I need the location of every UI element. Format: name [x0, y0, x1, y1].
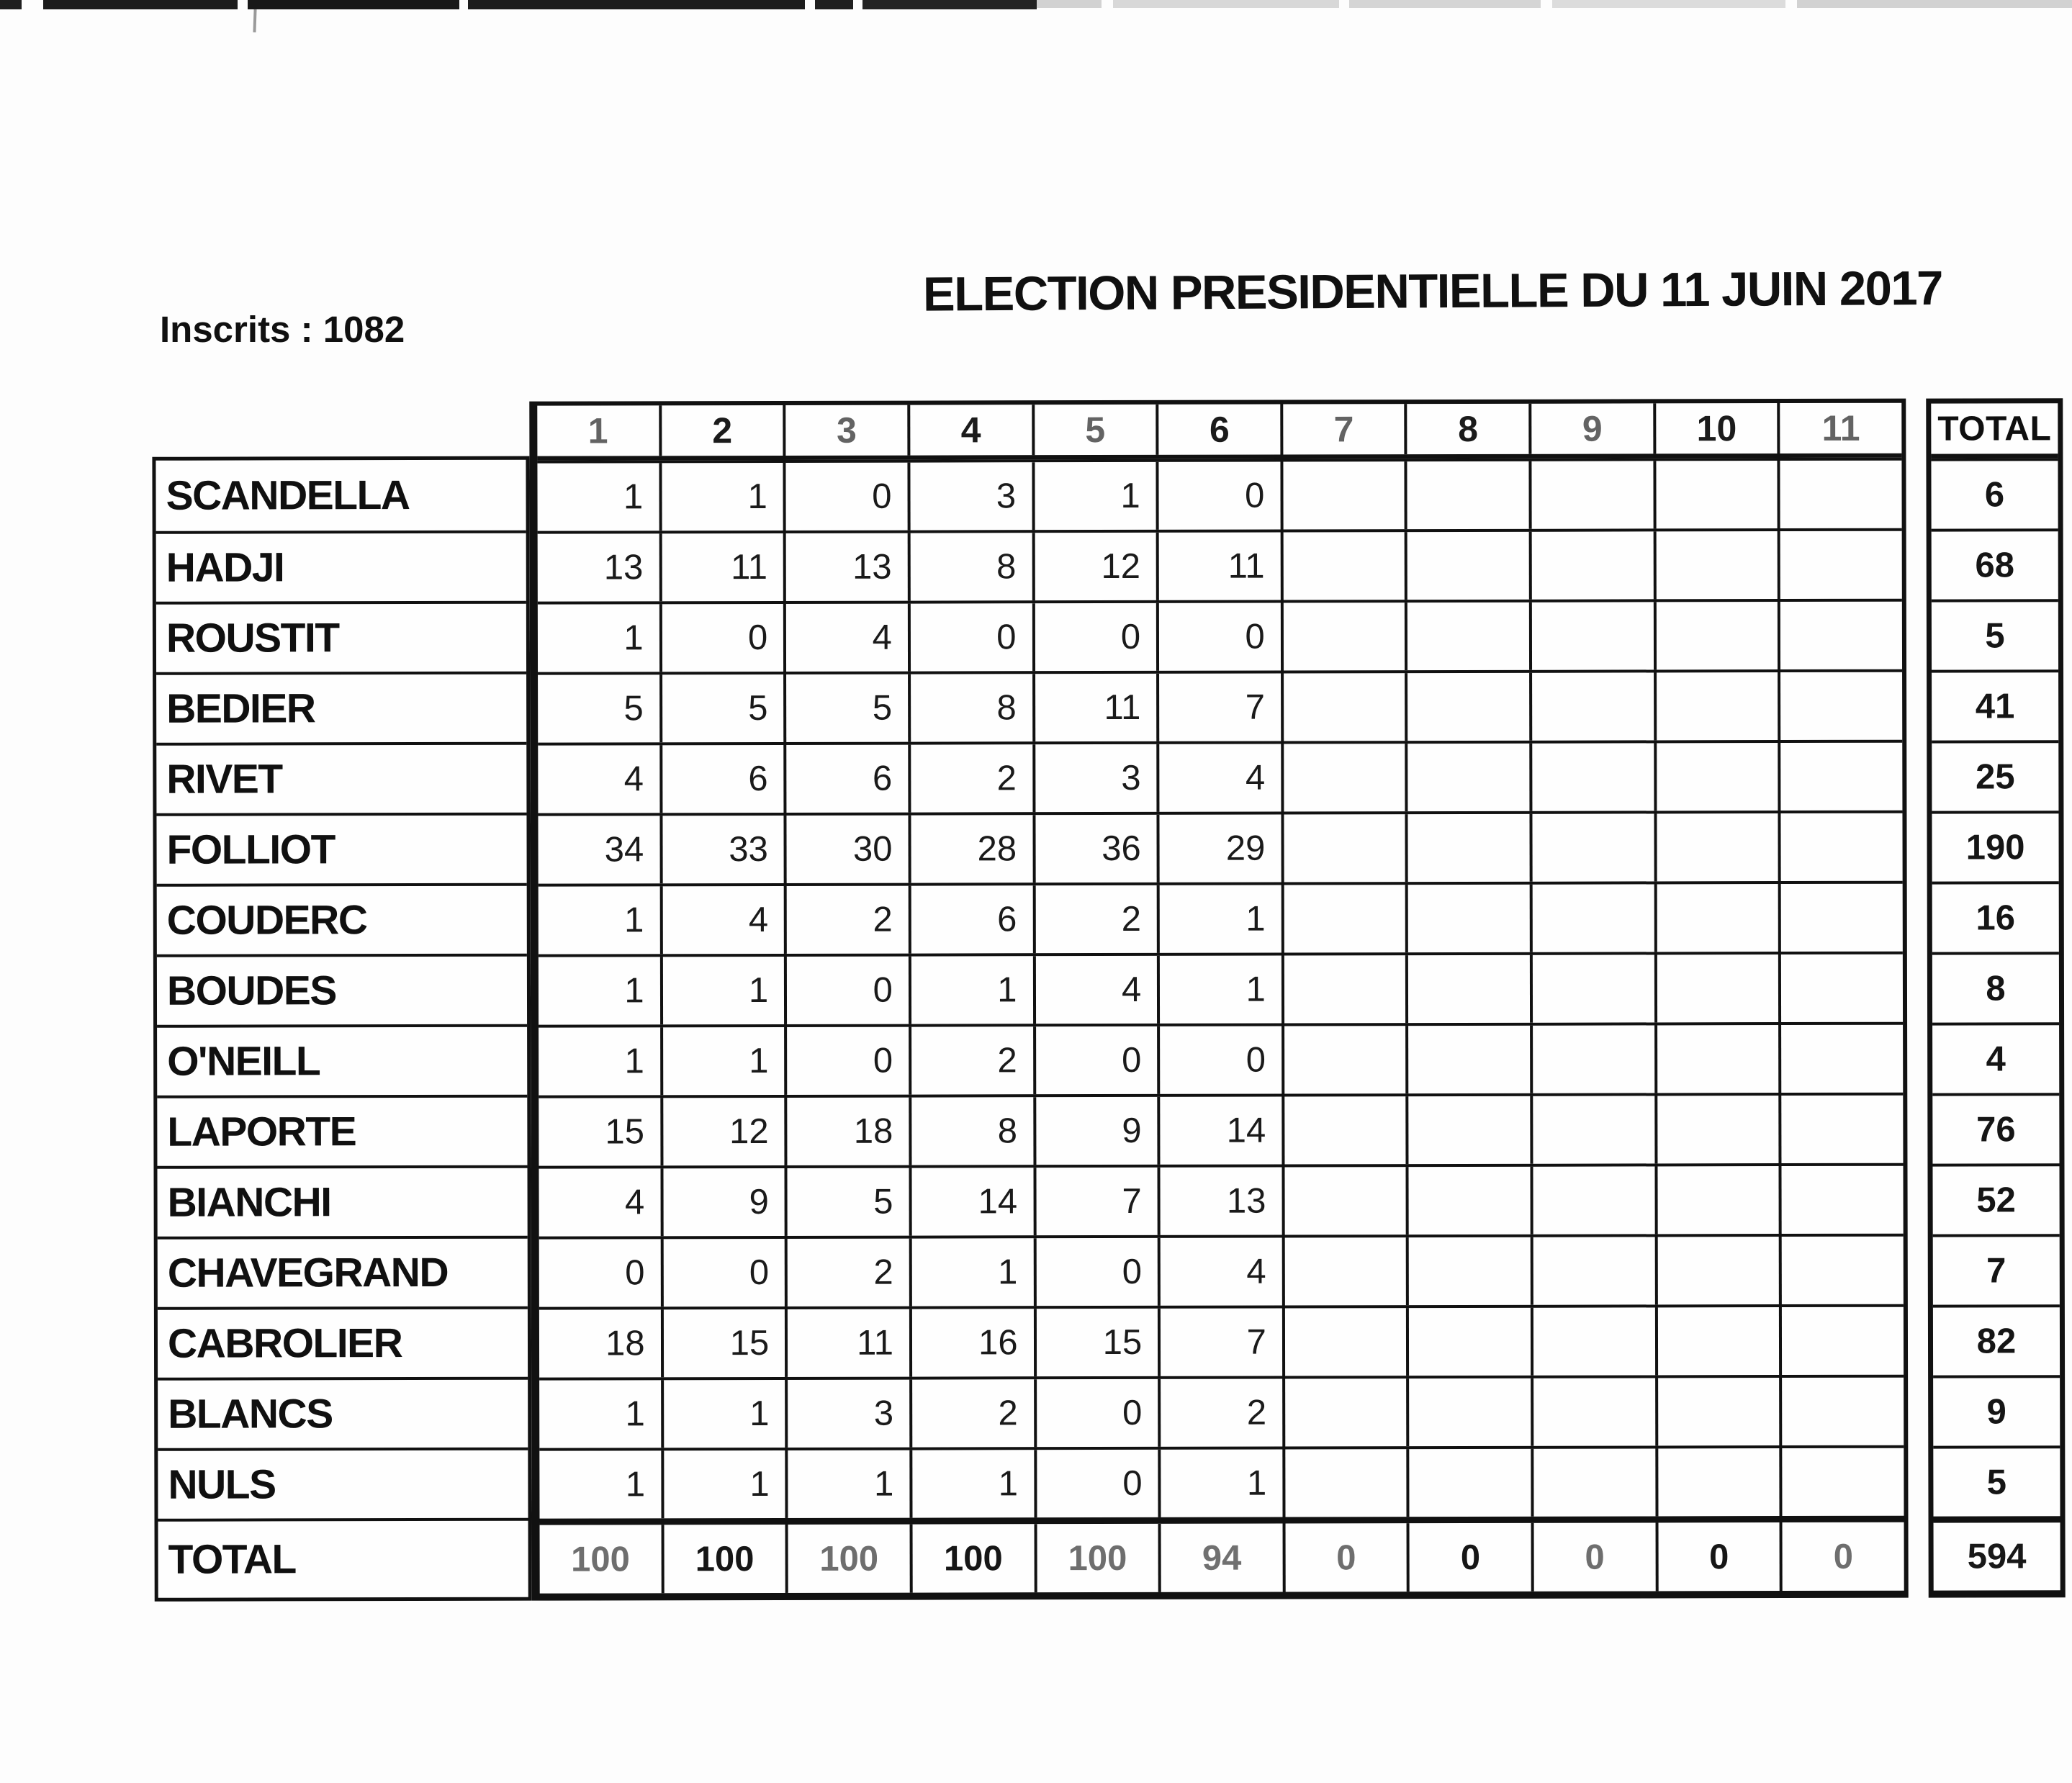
row-total-cell: 6: [1984, 475, 2005, 515]
vote-count-cell: [1778, 672, 1902, 740]
vote-count-cell: 2: [1158, 1378, 1282, 1446]
column-total-cell: 100: [785, 1525, 910, 1593]
row-total-row: [1932, 599, 2058, 669]
vote-count-cell: 1: [785, 1450, 910, 1518]
vote-count-cell: [1280, 532, 1405, 600]
vote-count-cell: [1406, 1026, 1531, 1093]
candidate-name-cell: HADJI: [156, 531, 526, 602]
vote-count-cell: [1654, 884, 1778, 952]
vote-count-cell: [1778, 954, 1903, 1022]
vote-count-cell: [1779, 1237, 1904, 1304]
row-total-cell: 8: [1986, 969, 2006, 1008]
vote-count-cell: [1405, 955, 1530, 1023]
vote-count-cell: 1: [625, 1465, 646, 1504]
vote-count-cell: [1531, 1378, 1655, 1445]
vote-count-cell: [1282, 1096, 1406, 1164]
vote-count-cell: 15: [661, 1309, 785, 1377]
vote-count-cell: 18: [785, 1098, 909, 1165]
vote-count-cell: 15: [1033, 1309, 1158, 1376]
column-header-row: [537, 403, 1901, 461]
vote-count-cell: 1: [624, 900, 644, 940]
vote-count-cell: 0: [783, 463, 908, 531]
row-total-cell: 7: [1986, 1251, 2006, 1291]
vote-count-cell: 1: [1157, 885, 1282, 952]
column-total-cell: 100: [661, 1525, 785, 1593]
column-total-cell: 100: [909, 1524, 1034, 1592]
vote-count-cell: [1778, 813, 1903, 881]
row-total-row: [1932, 740, 2058, 811]
scan-artifact-tick: [253, 9, 256, 32]
table-row: [538, 740, 1902, 813]
vote-count-cell: 36: [1032, 815, 1157, 883]
votes-grid: [529, 399, 1908, 1601]
vote-count-cell: [1779, 1307, 1904, 1375]
row-total-cell: 5: [1986, 1463, 2007, 1502]
vote-count-cell: [1778, 743, 1903, 811]
vote-count-cell: 1: [659, 463, 783, 531]
row-total-row: [1932, 1022, 2059, 1093]
candidate-name-cell: COUDERC: [157, 883, 527, 954]
vote-count-cell: 15: [605, 1112, 645, 1152]
row-total-cell: 52: [1976, 1181, 2016, 1220]
vote-count-cell: 0: [659, 604, 783, 672]
vote-count-cell: [1405, 532, 1529, 600]
vote-count-cell: 11: [659, 533, 783, 601]
candidate-name-cell: BEDIER: [156, 672, 526, 743]
row-total-row: [1932, 811, 2058, 881]
names-column: [152, 456, 531, 1602]
vote-count-cell: [1653, 531, 1778, 599]
vote-count-cell: 7: [1158, 1308, 1282, 1376]
candidate-name-cell: LAPORTE: [157, 1095, 527, 1166]
table-row: [539, 1304, 1904, 1378]
vote-count-cell: [1407, 1449, 1531, 1517]
vote-count-cell: 1: [623, 477, 644, 517]
column-header-cell: 11: [1778, 403, 1902, 453]
vote-count-cell: 1: [1158, 1449, 1283, 1517]
vote-count-cell: 2: [909, 1379, 1034, 1447]
vote-count-cell: 6: [784, 745, 909, 813]
vote-count-cell: [1780, 1378, 1904, 1445]
vote-count-cell: 13: [603, 548, 644, 587]
vote-count-cell: 1: [625, 1394, 645, 1434]
vote-count-cell: [1529, 743, 1654, 811]
vote-count-cell: 5: [659, 674, 784, 742]
vote-count-cell: 2: [1032, 885, 1157, 953]
vote-count-cell: 18: [605, 1324, 645, 1363]
vote-count-cell: [1654, 602, 1778, 669]
vote-count-cell: 1: [661, 1380, 785, 1448]
vote-count-cell: [1654, 1025, 1779, 1093]
vote-count-cell: [1778, 884, 1903, 952]
vote-count-cell: 0: [784, 957, 909, 1024]
vote-count-cell: [1405, 673, 1530, 741]
vote-count-cell: 4: [623, 759, 644, 799]
vote-count-cell: [1655, 1378, 1780, 1445]
vote-count-cell: 2: [785, 1239, 909, 1306]
vote-count-cell: [1406, 1167, 1531, 1234]
grand-total-row: [1934, 1516, 2060, 1590]
table-row: [539, 952, 1903, 1025]
vote-count-cell: [1654, 1096, 1779, 1163]
row-total-cell: 5: [1985, 616, 2005, 656]
vote-count-cell: 9: [660, 1168, 785, 1236]
table-row: [539, 1234, 1904, 1307]
table-row: [539, 1445, 1904, 1519]
candidate-name-cell: RIVET: [156, 742, 526, 813]
vote-count-cell: 0: [625, 1253, 645, 1293]
table-row: [538, 528, 1902, 602]
total-row-label: TOTAL: [158, 1518, 528, 1598]
column-total-cell: 0: [1282, 1523, 1407, 1592]
vote-count-cell: 0: [1156, 462, 1281, 530]
table-row: [538, 669, 1902, 743]
vote-count-cell: 1: [623, 618, 644, 658]
vote-count-cell: [1282, 1237, 1407, 1305]
vote-count-cell: [1531, 1448, 1655, 1516]
vote-count-cell: 11: [785, 1309, 909, 1377]
vote-count-cell: [1281, 673, 1405, 741]
vote-count-cell: 8: [909, 1097, 1033, 1165]
vote-count-cell: 4: [1156, 744, 1281, 811]
column-header-cell: 4: [907, 405, 1032, 455]
vote-count-cell: [1406, 1237, 1531, 1305]
vote-count-cell: 1: [624, 971, 644, 1011]
vote-count-cell: [1778, 1025, 1903, 1093]
vote-count-cell: [1654, 813, 1778, 881]
row-total-row: [1933, 1304, 2060, 1375]
vote-count-cell: [1531, 1166, 1655, 1234]
table-row: [539, 1093, 1903, 1166]
vote-count-cell: [1405, 814, 1530, 882]
candidate-name-cell: SCANDELLA: [166, 472, 410, 519]
column-header-cell: 6: [1156, 405, 1280, 455]
vote-count-cell: [1529, 672, 1654, 740]
table-row: [538, 811, 1902, 884]
vote-count-cell: 2: [784, 886, 909, 954]
vote-count-cell: [1778, 461, 1902, 528]
vote-count-cell: 34: [604, 830, 644, 870]
column-total-cell: 0: [1655, 1522, 1780, 1591]
vote-count-cell: 6: [909, 885, 1033, 953]
vote-count-cell: 1: [909, 1238, 1034, 1306]
vote-count-cell: [1531, 1307, 1655, 1375]
vote-count-cell: [1654, 672, 1778, 740]
vote-count-cell: [1654, 743, 1778, 811]
vote-count-cell: 1: [660, 957, 785, 1024]
vote-count-cell: [1531, 1237, 1655, 1304]
column-header-cell: 3: [783, 405, 908, 456]
vote-count-cell: 30: [784, 816, 909, 883]
vote-count-cell: 29: [1157, 814, 1282, 882]
row-total-row: [1933, 1234, 2060, 1304]
page-title: ELECTION PRESIDENTIELLE DU 11 JUIN 2017: [922, 261, 1943, 322]
row-total-cell: 68: [1975, 546, 2015, 585]
vote-count-cell: 1: [1032, 462, 1156, 530]
vote-count-cell: 1: [624, 1042, 644, 1081]
vote-count-cell: [1654, 1237, 1779, 1304]
vote-count-cell: 2: [908, 744, 1032, 812]
vote-count-cell: [1654, 954, 1779, 1022]
vote-count-cell: 11: [1156, 533, 1281, 600]
vote-count-cell: 4: [783, 604, 908, 672]
row-total-row: [1932, 528, 2058, 599]
vote-count-cell: [1654, 1166, 1779, 1234]
vote-count-cell: 12: [1032, 533, 1156, 600]
column-header-cell: 2: [659, 405, 783, 456]
scan-artifact-top-right: [1037, 0, 2072, 8]
vote-count-cell: 4: [1032, 956, 1157, 1024]
vote-count-cell: [1529, 602, 1654, 669]
vote-count-cell: 13: [1158, 1167, 1282, 1234]
table-row: [539, 881, 1903, 954]
vote-count-cell: 11: [1032, 674, 1157, 741]
vote-count-cell: 0: [1033, 1026, 1158, 1094]
total-header-row: [1931, 403, 2058, 458]
vote-count-cell: [1405, 744, 1530, 811]
vote-count-cell: [1530, 813, 1654, 881]
vote-count-cell: 5: [783, 674, 908, 742]
row-total-row: [1933, 1445, 2060, 1516]
row-total-row: [1933, 1375, 2060, 1445]
candidate-name-cell: CABROLIER: [158, 1306, 528, 1378]
vote-count-cell: [1779, 1096, 1904, 1163]
column-total-cell: 100: [1034, 1524, 1158, 1592]
vote-count-cell: [1280, 461, 1405, 529]
vote-count-cell: 16: [909, 1309, 1034, 1376]
table-row: [537, 458, 1901, 531]
candidate-name-cell: BOUDES: [157, 954, 527, 1025]
vote-count-cell: 9: [1033, 1097, 1158, 1165]
vote-count-cell: [1282, 1026, 1406, 1093]
row-total-row: [1932, 952, 2059, 1022]
scan-artifact-top-left: [0, 0, 1037, 9]
row-total-cell: 16: [1976, 898, 2016, 938]
vote-count-cell: [1530, 884, 1654, 952]
vote-count-cell: [1281, 814, 1405, 882]
vote-count-cell: 2: [909, 1026, 1033, 1094]
vote-count-cell: 0: [784, 1027, 909, 1095]
vote-count-cell: [1655, 1448, 1780, 1516]
vote-count-cell: 7: [1156, 673, 1281, 741]
vote-count-cell: 0: [1034, 1450, 1158, 1517]
column-total-cell: 0: [1531, 1522, 1656, 1591]
vote-count-cell: [1778, 531, 1902, 599]
vote-count-cell: 3: [1032, 744, 1157, 812]
vote-count-cell: [1530, 1096, 1654, 1163]
column-header-cell: 10: [1653, 403, 1778, 453]
candidate-name-cell: BLANCS: [158, 1377, 528, 1448]
vote-count-cell: 14: [1157, 1096, 1282, 1164]
vote-count-cell: 4: [659, 886, 784, 954]
vote-count-cell: [1282, 1378, 1407, 1446]
vote-count-cell: [1778, 602, 1902, 669]
row-total-row: [1931, 458, 2058, 528]
vote-count-cell: 7: [1033, 1168, 1158, 1235]
vote-count-cell: 0: [1033, 1238, 1158, 1306]
vote-count-cell: [1653, 461, 1778, 528]
vote-count-cell: [1529, 461, 1654, 528]
column-header-cell: 1: [587, 410, 608, 451]
column-total-cell: 0: [1780, 1522, 1904, 1591]
vote-count-cell: 1: [1157, 955, 1282, 1023]
row-total-cell: 41: [1975, 687, 2015, 726]
row-total-cell: 82: [1976, 1322, 2017, 1361]
column-total-cell: 100: [571, 1539, 630, 1579]
column-total-cell: 0: [1407, 1523, 1531, 1592]
vote-count-cell: [1405, 602, 1529, 670]
vote-count-cell: [1779, 1166, 1904, 1234]
row-total-row: [1932, 881, 2059, 952]
row-total-cell: 25: [1976, 757, 2015, 797]
vote-count-cell: [1530, 954, 1654, 1022]
vote-count-cell: 14: [909, 1168, 1033, 1235]
vote-count-cell: 0: [660, 1239, 785, 1306]
vote-count-cell: [1282, 885, 1406, 952]
vote-count-cell: 3: [785, 1380, 909, 1448]
vote-count-cell: [1530, 1025, 1654, 1093]
candidate-name-cell: NULS: [158, 1448, 528, 1519]
vote-count-cell: 1: [661, 1450, 785, 1518]
vote-count-cell: 6: [659, 745, 784, 813]
row-total-cell: 190: [1965, 828, 2025, 867]
table-row: [538, 599, 1902, 672]
column-header-cell: 8: [1405, 404, 1529, 454]
totals-column: [1926, 398, 2065, 1597]
vote-count-cell: [1281, 744, 1405, 811]
vote-count-cell: [1407, 1378, 1531, 1446]
inscrits-label: Inscrits : 1082: [160, 309, 405, 350]
column-total-cell: 94: [1158, 1523, 1283, 1592]
vote-count-cell: 3: [907, 462, 1032, 530]
vote-count-cell: 1: [909, 956, 1033, 1024]
vote-count-cell: 1: [660, 1027, 785, 1095]
vote-count-cell: [1405, 461, 1529, 529]
row-total-row: [1932, 1163, 2059, 1234]
candidate-name-cell: CHAVEGRAND: [158, 1236, 528, 1307]
column-header-cell: 7: [1280, 404, 1405, 454]
vote-count-cell: [1282, 1167, 1406, 1234]
total-header-cell: TOTAL: [1937, 409, 2052, 448]
table-row: [539, 1375, 1904, 1448]
row-total-cell: 9: [1986, 1392, 2006, 1432]
table-row: [539, 1163, 1903, 1237]
vote-count-cell: [1655, 1307, 1780, 1375]
vote-count-cell: 5: [623, 689, 644, 728]
candidate-name-cell: FOLLIOT: [156, 813, 526, 884]
candidate-name-cell: O'NEILL: [157, 1024, 527, 1096]
vote-count-cell: 0: [1032, 603, 1156, 671]
vote-count-cell: 1: [909, 1450, 1034, 1517]
vote-count-cell: [1281, 602, 1405, 670]
vote-count-cell: [1282, 1308, 1407, 1376]
results-table: [152, 398, 2066, 1602]
row-total-row: [1932, 669, 2058, 740]
vote-count-cell: 5: [785, 1168, 909, 1236]
vote-count-cell: [1406, 1096, 1531, 1164]
vote-count-cell: 0: [1156, 602, 1281, 670]
column-header-cell: 5: [1032, 405, 1156, 455]
table-row: [539, 1022, 1903, 1096]
vote-count-cell: [1529, 531, 1654, 599]
vote-count-cell: 13: [783, 533, 908, 601]
vote-count-cell: 0: [1034, 1379, 1158, 1447]
row-total-cell: 4: [1986, 1039, 2006, 1079]
candidate-name-cell: ROUSTIT: [156, 601, 526, 672]
column-totals-row: [540, 1516, 1904, 1594]
candidate-name-cell: BIANCHI: [157, 1165, 527, 1237]
vote-count-cell: 33: [659, 816, 784, 883]
vote-count-cell: [1405, 885, 1530, 952]
vote-count-cell: [1406, 1308, 1531, 1376]
vote-count-cell: [1282, 1449, 1407, 1517]
vote-count-cell: 8: [908, 674, 1032, 741]
row-total-cell: 76: [1976, 1110, 2016, 1150]
vote-count-cell: 4: [624, 1183, 645, 1222]
grand-total-cell: 594: [1967, 1537, 2027, 1576]
vote-count-cell: 0: [1157, 1026, 1282, 1093]
vote-count-cell: 0: [908, 603, 1032, 671]
vote-count-cell: 8: [908, 533, 1032, 600]
row-total-row: [1932, 1093, 2059, 1163]
vote-count-cell: 4: [1158, 1237, 1282, 1305]
vote-count-cell: [1780, 1448, 1904, 1516]
column-header-cell: 9: [1528, 403, 1653, 453]
vote-count-cell: 28: [908, 815, 1032, 883]
vote-count-cell: [1282, 955, 1406, 1023]
vote-count-cell: 12: [660, 1098, 785, 1165]
